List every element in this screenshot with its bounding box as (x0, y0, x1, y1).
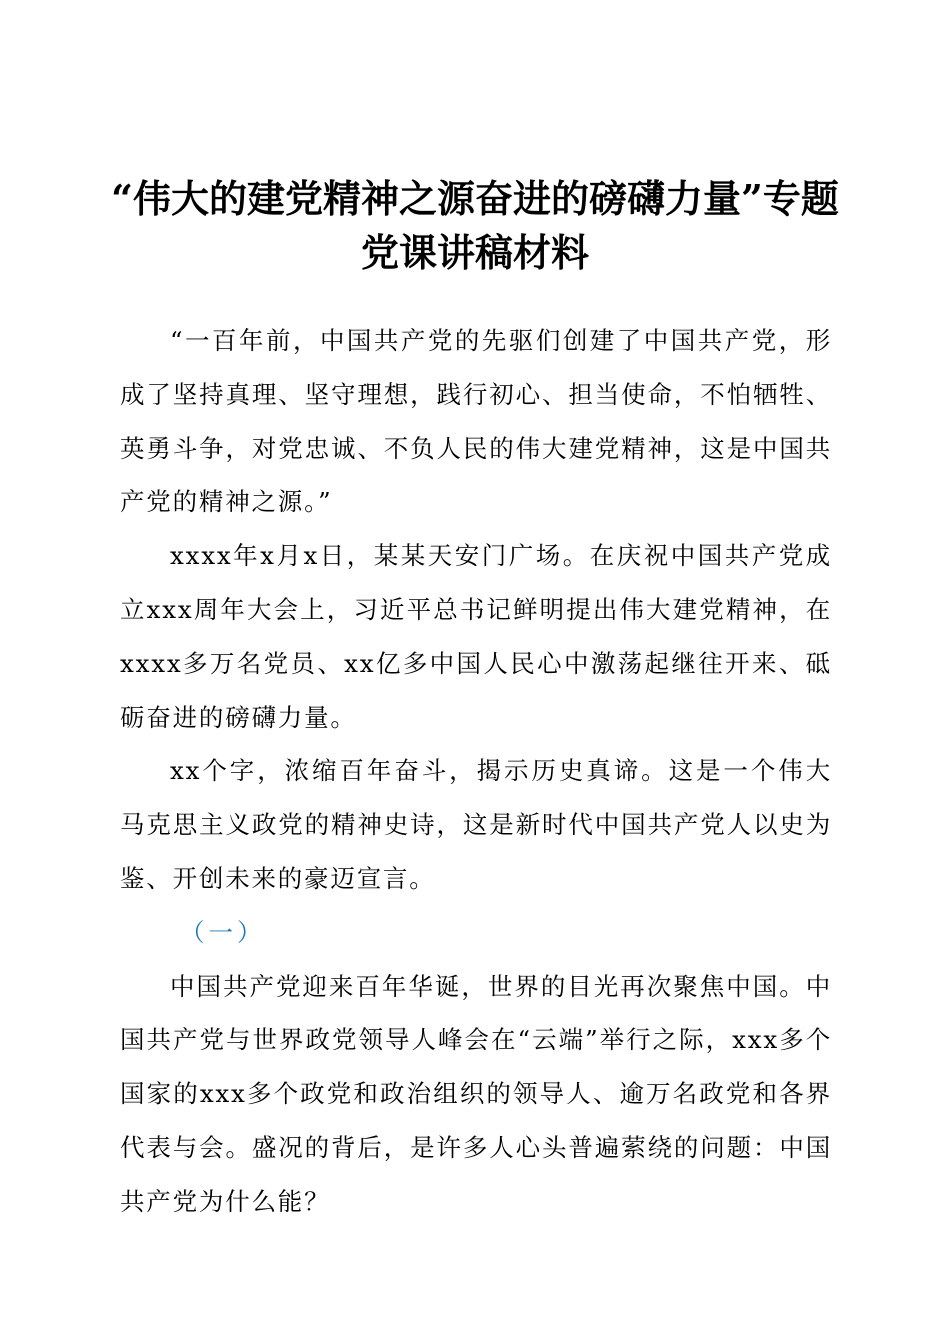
document-body (120, 314, 832, 1229)
title-line-2: 党课讲稿材料 (360, 230, 589, 275)
title-line-1: “伟大的建党精神之源奋进的磅礴力量”专题 (111, 176, 839, 221)
section-heading: （一） (180, 917, 266, 947)
document-title (100, 172, 850, 280)
paragraph-summary: xx个字，浓缩百年奋斗，揭示历史真谛。这是一个伟大马克思主义政党的精神史诗，这是新时代中国共产党人以史为鉴、开创未来的豪迈宣言。 (120, 756, 832, 893)
paragraph-event: xxxx年x月x日，某某天安门广场。在庆祝中国共产党成立xxx周年大会上，习近平总书记鲜明提出伟大建党精神，在xxxx多万名党员、xx亿多中国人民心中激荡起继往开来、砥砺奋进的磅礴力量。 (120, 541, 832, 732)
paragraph-section-one: 中国共产党迎来百年华诞，世界的目光再次聚焦中国。中国共产党与世界政党领导人峰会在“云端”举行之际，xxx多个国家的xxx多个政党和政治组织的领导人、逾万名政党和各界代表与会。盛况的背后，是许多人心头普遍萦绕的问题：中国共产党为什么能？ (120, 971, 832, 1216)
paragraph-intro-quote: “一百年前，中国共产党的先驱们创建了中国共产党，形成了坚持真理、坚守理想，践行初心、担当使命，不怕牺牲、英勇斗争，对党忠诚、不负人民的伟大建党精神，这是中国共产党的精神之源。” (120, 326, 832, 517)
